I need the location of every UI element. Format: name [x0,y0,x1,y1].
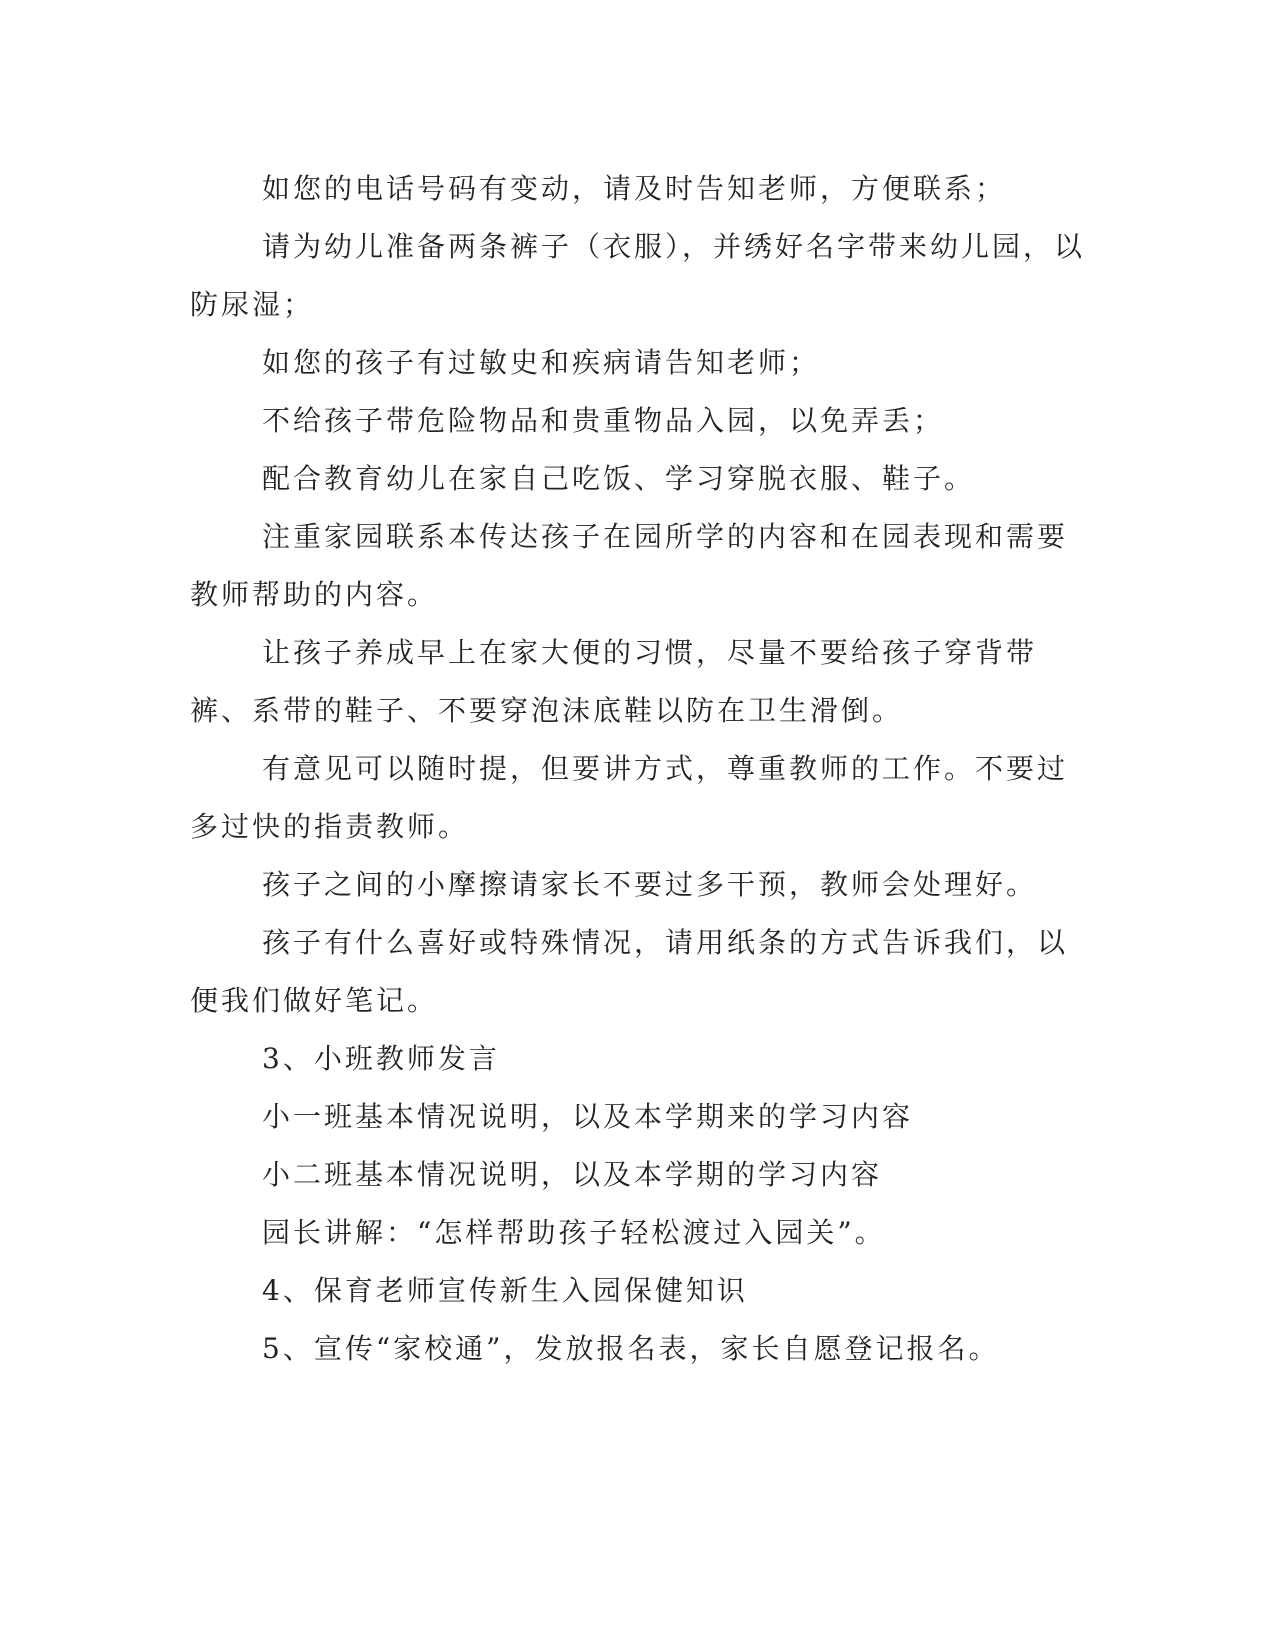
paragraph-spare-clothes: 请为幼儿准备两条裤子（衣服），并绣好名字带来幼儿园，以防尿湿； [190,230,1086,321]
document-body [190,160,1090,1378]
paragraph-conflicts: 孩子之间的小摩擦请家长不要过多干预，教师会处理好。 [262,868,1038,901]
paragraph-class-one: 小一班基本情况说明，以及本学期来的学习内容 [262,1100,914,1133]
section-heading-health-knowledge: 4、保育老师宣传新生入园保健知识 [262,1274,748,1307]
paragraph-habits-shoes: 让孩子养成早上在家大便的习惯，尽量不要给孩子穿背带裤、系带的鞋子、不要穿泡沫底鞋以防在卫生滑倒。 [190,636,1038,727]
section-heading-teacher-speech: 3、小班教师发言 [262,1042,500,1075]
paragraph-no-dangerous-items: 不给孩子带危险物品和贵重物品入园，以免弄丢； [262,404,945,437]
paragraph-feedback: 有意见可以随时提，但要讲方式，尊重教师的工作。不要过多过快的指责教师。 [190,752,1069,843]
paragraph-self-care: 配合教育幼儿在家自己吃饭、学习穿脱衣服、鞋子。 [262,462,976,495]
paragraph-special-notes: 孩子有什么喜好或特殊情况，请用纸条的方式告诉我们，以便我们做好笔记。 [190,926,1069,1017]
paragraph-phone-change: 如您的电话号码有变动，请及时告知老师，方便联系； [262,172,1007,205]
paragraph-class-two: 小二班基本情况说明，以及本学期的学习内容 [262,1158,883,1191]
paragraph-allergy-history: 如您的孩子有过敏史和疾病请告知老师； [262,346,821,379]
section-heading-registration: 5、宣传“家校通”，发放报名表，家长自愿登记报名。 [262,1332,1000,1365]
paragraph-contact-book: 注重家园联系本传达孩子在园所学的内容和在园表现和需要教师帮助的内容。 [190,520,1069,611]
paragraph-principal-talk: 园长讲解：“怎样帮助孩子轻松渡过入园关”。 [262,1216,886,1249]
